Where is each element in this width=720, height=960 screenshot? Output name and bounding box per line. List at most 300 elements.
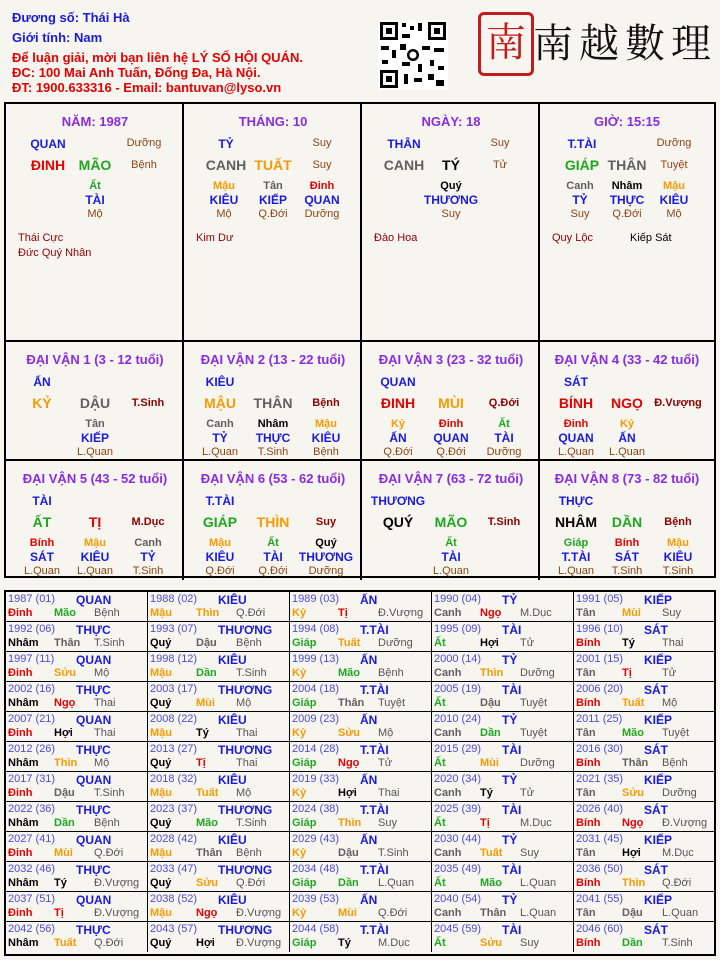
year-branch: Ngọ [196,907,218,919]
dai-van-branch: THÂN [253,395,293,411]
year-label: 2037 (51) [8,893,56,905]
year-ten-god: SÁT [644,743,668,757]
year-cell [432,862,574,892]
dai-van-stem: MẬU [204,395,236,411]
year-stage: Suy [662,607,681,619]
address-line: ĐC: 100 Mai Anh Tuấn, Đống Đa, Hà Nội. [12,65,261,80]
year-stem: Ất [434,697,446,709]
hidden-stage: L.Quan [76,446,114,458]
earthly-branch: TÝ [442,157,460,173]
year-label: 2031 (45) [576,833,624,845]
hidden-stem: Đinh [309,180,335,192]
dai-van-stem: GIÁP [202,514,238,530]
dai-van-branch: TỊ [88,514,102,530]
year-branch: Hợi [54,727,73,739]
dai-van-ten-god: KIÊU [205,375,235,389]
year-branch: Tý [54,877,67,889]
year-stage: Đ.Vượng [662,817,708,829]
year-ten-god: TỶ [502,713,518,727]
year-ten-god: T.TÀI [360,923,389,937]
hidden-ten-god: TÀI [263,550,283,564]
year-stem: Canh [434,667,462,679]
dai-van-branch: NGỌ [611,395,643,411]
dai-van-stem: KỶ [32,395,52,411]
year-label: 1999 (13) [292,653,340,665]
year-stem: Đinh [8,727,33,739]
year-branch: Dậu [196,637,217,649]
year-stem: Nhâm [8,877,39,889]
year-label: 2011 (25) [576,713,623,725]
year-ten-god: ẤN [360,713,378,727]
year-cell [6,862,148,892]
year-ten-god: TÀI [502,863,522,877]
year-label: 1991 (05) [576,593,624,605]
year-stem: Ất [434,937,446,949]
hidden-ten-god: THƯƠNG [298,550,354,564]
year-stage: Bệnh [236,637,262,649]
pillar-cell [184,104,362,342]
year-cell [148,712,290,742]
hidden-ten-god: THỰC [255,431,291,445]
hidden-stem: Quý [440,180,462,192]
year-branch: Thìn [480,667,504,679]
heavenly-stem: CANH [383,157,425,173]
year-label: 2010 (24) [434,713,482,725]
year-label: 2016 (30) [576,743,624,755]
year-stage: Đ.Vượng [94,877,140,889]
year-ten-god: T.TÀI [360,863,389,877]
year-label: 2017 (31) [8,773,56,785]
year-ten-god: TỶ [502,773,518,787]
shensha-item: Thái Cực [18,232,64,244]
dai-van-stem: ẤT [32,514,52,530]
year-stage: M.Dục [662,847,694,859]
year-stage: Mộ [236,787,252,799]
year-ten-god: KIẾP [644,833,673,847]
hidden-stem: Tân [85,418,105,430]
dai-van-title: ĐẠI VẬN 1 (3 - 12 tuổi) [26,352,164,367]
qr-code-icon[interactable] [378,20,448,90]
hidden-ten-god: KIÊU [205,550,235,564]
stem-stage: Suy [312,159,332,171]
hidden-ten-god: KIÊU [663,550,693,564]
hidden-stage: Q.Đới [258,208,288,220]
year-branch: Mùi [480,757,499,769]
year-cell [6,772,148,802]
year-stage: Mộ [662,697,678,709]
hidden-ten-god: SÁT [30,550,54,564]
year-branch: Mão [196,817,218,829]
year-label: 2032 (46) [8,863,56,875]
year-stem: Giáp [292,637,317,649]
year-ten-god: T.TÀI [360,803,389,817]
dai-van-cell [540,342,714,461]
year-stage: Thai [236,757,258,769]
year-branch: Tuất [196,787,219,799]
hidden-stage: L.Quan [76,565,114,577]
year-branch: Thân [54,637,81,649]
dai-van-cell [362,342,540,461]
dai-van-branch: THÌN [256,514,290,530]
hidden-stage: L.Quan [557,446,595,458]
hidden-stage: L.Quan [432,565,470,577]
year-cell [574,772,714,802]
year-stage: Mộ [236,697,252,709]
year-stem: Bính [576,697,601,709]
year-ten-god: ẤN [360,653,378,667]
hidden-stem: Bính [614,537,640,549]
year-stem: Ất [434,757,446,769]
year-stage: Suy [520,847,539,859]
year-ten-god: QUAN [76,593,112,607]
dai-van-title: ĐẠI VẬN 4 (33 - 42 tuổi) [554,352,700,367]
year-branch: Sửu [338,727,361,739]
year-cell [6,922,148,952]
year-branch: Tị [338,607,348,619]
year-cell [148,922,290,952]
year-label: 2021 (35) [576,773,624,785]
year-ten-god: TỶ [502,893,518,907]
dai-van-ten-god: ẤN [33,375,51,389]
year-branch: Tuất [480,847,503,859]
shensha-item: Kiếp Sát [630,232,672,244]
year-cell [290,682,432,712]
shensha-item: Kim Dư [196,232,234,244]
year-cell [148,832,290,862]
year-stem: Bính [576,817,601,829]
hidden-stage: Suy [441,208,461,220]
year-ten-god: SÁT [644,683,668,697]
hidden-ten-god: T.TÀI [561,550,591,564]
year-branch: Thìn [622,877,646,889]
dai-van-stem: NHÂM [555,514,597,530]
year-label: 2030 (44) [434,833,482,845]
dai-van-stem: QUÝ [382,514,414,530]
year-branch: Thìn [54,757,78,769]
hidden-ten-god: THƯƠNG [423,193,479,207]
shensha-item: Đức Quý Nhân [18,247,92,259]
year-stage: Bệnh [94,817,120,829]
year-branch: Hợi [338,787,357,799]
year-cell [148,622,290,652]
year-stage: Tuyệt [520,727,548,739]
year-cell [432,742,574,772]
year-branch: Mão [622,727,644,739]
year-stem: Mậu [150,607,172,619]
year-ten-god: THƯƠNG [218,743,273,757]
year-cell [290,652,432,682]
year-cell [290,772,432,802]
person-name: Đương số: Thái Hà [12,10,130,25]
year-stage: Mộ [378,727,394,739]
year-cell [432,802,574,832]
year-cell [6,712,148,742]
year-branch: Dần [196,667,217,679]
year-stem: Mậu [150,847,172,859]
year-label: 2006 (20) [576,683,624,695]
year-stage: Q.Đới [94,937,124,949]
hidden-stage: Dưỡng [304,208,340,220]
year-cell [290,622,432,652]
year-branch: Tý [622,637,635,649]
hidden-ten-god: KIÊU [311,431,341,445]
year-branch: Tý [338,937,351,949]
year-branch: Tuất [622,697,645,709]
year-ten-god: KIẾP [644,893,673,907]
year-label: 2001 (15) [576,653,624,665]
year-cell [574,892,714,922]
hidden-stage: Q.Đới [436,446,466,458]
year-stem: Giáp [292,937,317,949]
year-ten-god: T.TÀI [360,743,389,757]
dai-van-stem: ĐINH [380,395,416,411]
dai-van-cell [184,461,362,580]
year-branch: Dậu [622,907,643,919]
year-cell [6,592,148,622]
hidden-stem: Mậu [315,418,337,430]
dai-van-branch: MÃO [434,514,468,530]
year-stage: Mộ [94,757,110,769]
pillar-cell [6,104,184,342]
dai-van-stage: T.Sinh [487,516,521,528]
year-ten-god: THƯƠNG [218,803,273,817]
year-cell [432,922,574,952]
year-label: 2041 (55) [576,893,624,905]
year-ten-god: THỰC [76,923,111,937]
year-label: 1990 (04) [434,593,482,605]
pillar-stage: Dưỡng [126,137,162,149]
hidden-stem: Ất [498,418,510,430]
pillar-ten-god: T.TÀI [567,137,597,151]
year-branch: Mùi [622,607,641,619]
year-ten-god: QUAN [76,713,112,727]
year-label: 2014 (28) [292,743,340,755]
year-ten-god: TÀI [502,743,522,757]
year-cell [148,862,290,892]
hidden-stage: Mộ [216,208,232,220]
year-label: 1992 (06) [8,623,56,635]
year-stem: Canh [434,907,462,919]
dai-van-title: ĐẠI VẬN 3 (23 - 32 tuổi) [378,352,524,367]
hidden-stage: Q.Đới [612,208,642,220]
year-stem: Giáp [292,697,317,709]
hidden-ten-god: SÁT [615,550,639,564]
year-cell [574,682,714,712]
shensha-item: Đào Hoa [374,232,418,244]
heavenly-stem: GIÁP [564,157,600,173]
year-branch: Ngọ [480,607,502,619]
hidden-stem: Nhâm [257,418,289,430]
hidden-ten-god: ẤN [618,431,636,445]
dai-van-branch: DẦN [611,514,643,530]
year-cell [148,652,290,682]
year-cell [574,832,714,862]
hidden-ten-god: QUAN [558,431,594,445]
year-label: 2035 (49) [434,863,482,875]
year-label: 2022 (36) [8,803,56,815]
pillar-cell [362,104,540,342]
hidden-stem: Mậu [84,537,106,549]
year-ten-god: THỰC [76,803,111,817]
year-cell [6,652,148,682]
year-stage: Thai [662,637,684,649]
year-label: 2033 (47) [150,863,198,875]
hidden-ten-god: TỶ [212,431,228,445]
stem-stage: Tử [492,159,508,171]
hidden-ten-god: KIẾP [258,193,288,207]
year-branch: Tị [622,667,632,679]
year-stem: Giáp [292,817,317,829]
year-label: 2045 (59) [434,923,482,935]
year-ten-god: KIÊU [218,593,247,607]
year-stem: Giáp [292,757,317,769]
year-stage: Tuyệt [378,697,406,709]
year-stage: T.Sinh [236,667,267,679]
pillar-stage: Suy [312,137,332,149]
hidden-stem: Kỷ [390,418,406,430]
year-stage: Dưỡng [662,787,697,799]
stem-stage: Tuyệt [660,159,688,171]
hidden-stem: Kỷ [619,418,635,430]
year-ten-god: THỰC [76,683,111,697]
year-stage: T.Sinh [94,637,125,649]
year-stem: Quý [150,877,172,889]
hidden-stage: Q.Đới [258,565,288,577]
year-stem: Kỷ [292,787,307,799]
dai-van-stem: BÍNH [558,395,594,411]
hidden-stage: T.Sinh [257,446,289,458]
year-branch: Hợi [480,637,499,649]
hidden-stem: Ất [445,537,457,549]
year-stem: Quý [150,697,172,709]
hidden-stage: Q.Đới [383,446,413,458]
year-ten-god: TÀI [502,623,522,637]
year-stage: Thai [378,787,400,799]
year-stage: Bệnh [236,847,262,859]
hidden-ten-god: THỰC [609,193,645,207]
year-label: 2005 (19) [434,683,482,695]
dai-van-title: ĐẠI VẬN 6 (53 - 62 tuổi) [200,471,346,486]
year-label: 1987 (01) [8,593,56,605]
year-label: 1993 (07) [150,623,198,635]
dai-van-title: ĐẠI VẬN 7 (63 - 72 tuổi) [378,471,524,486]
year-cell [574,592,714,622]
year-cell [148,682,290,712]
year-ten-god: SÁT [644,803,668,817]
year-cell [148,772,290,802]
year-branch: Tị [480,817,490,829]
shensha-item: Quy Lộc [552,232,593,244]
year-label: 2046 (60) [576,923,624,935]
brand-logo [478,12,717,82]
year-label: 2034 (48) [292,863,340,875]
year-stage: Thai [94,727,116,739]
year-label: 2025 (39) [434,803,482,815]
year-branch: Tý [480,787,493,799]
year-branch: Hợi [196,937,215,949]
year-stem: Kỷ [292,847,307,859]
year-ten-god: THƯƠNG [218,623,273,637]
hidden-stem: Mậu [209,537,231,549]
earthly-branch: MÃO [78,157,112,173]
year-ten-god: ẤN [360,833,378,847]
hidden-stage: L.Quan [557,565,595,577]
pillar-title: GIỜ: 15:15 [593,114,661,129]
hidden-stage: Dưỡng [486,446,522,458]
hidden-ten-god: QUAN [304,193,340,207]
year-stage: Tử [378,757,393,769]
year-stem: Nhâm [8,697,39,709]
year-cell [574,802,714,832]
year-cell [6,742,148,772]
year-stage: T.Sinh [378,847,409,859]
hidden-stem: Canh [134,537,162,549]
year-stage: Q.Đới [662,877,692,889]
year-branch: Mùi [196,697,215,709]
year-cell [6,832,148,862]
hidden-stem: Ất [89,180,101,192]
dai-van-ten-god: T.TÀI [205,494,235,508]
hidden-ten-god: QUAN [433,431,469,445]
hidden-ten-god: KIẾP [80,431,110,445]
year-label: 2042 (56) [8,923,56,935]
year-branch: Dậu [54,787,75,799]
year-label: 1998 (12) [150,653,198,665]
dai-van-title: ĐẠI VẬN 5 (43 - 52 tuổi) [22,471,168,486]
chart-grid [4,102,716,578]
year-cell [432,592,574,622]
year-stage: Tử [520,637,535,649]
year-branch: Dần [622,937,643,949]
year-cell [290,742,432,772]
year-branch: Thìn [338,817,362,829]
year-branch: Thân [480,907,507,919]
year-cell [148,802,290,832]
hidden-ten-god: TỶ [140,550,156,564]
year-label: 2002 (16) [8,683,56,695]
year-ten-god: KIẾP [644,773,673,787]
hidden-stage: Mộ [87,208,103,220]
year-label: 2012 (26) [8,743,56,755]
year-branch: Thân [622,757,649,769]
dai-van-cell [184,342,362,461]
year-label: 1994 (08) [292,623,340,635]
year-cell [290,892,432,922]
pillar-title: NGÀY: 18 [421,114,481,129]
year-ten-god: TÀI [502,803,522,817]
year-stage: Dưỡng [520,757,555,769]
year-label: 2029 (43) [292,833,340,845]
year-stem: Mậu [150,907,172,919]
year-ten-god: SÁT [644,623,668,637]
year-stem: Quý [150,637,172,649]
year-label: 2013 (27) [150,743,198,755]
year-cell [290,862,432,892]
dai-van-stage: Suy [315,516,337,528]
year-ten-god: KIẾP [644,593,673,607]
brand-logo-text: 南越數理 [533,21,717,67]
year-stage: Đ.Vượng [378,607,424,619]
year-label: 2036 (50) [576,863,624,875]
year-stem: Quý [150,757,172,769]
year-stage: Tử [520,787,535,799]
year-stem: Ất [434,637,446,649]
year-label: 2020 (34) [434,773,482,785]
dai-van-branch: MÙI [438,395,464,411]
year-label: 1997 (11) [8,653,55,665]
year-stage: Bệnh [94,607,120,619]
year-stem: Đinh [8,787,33,799]
